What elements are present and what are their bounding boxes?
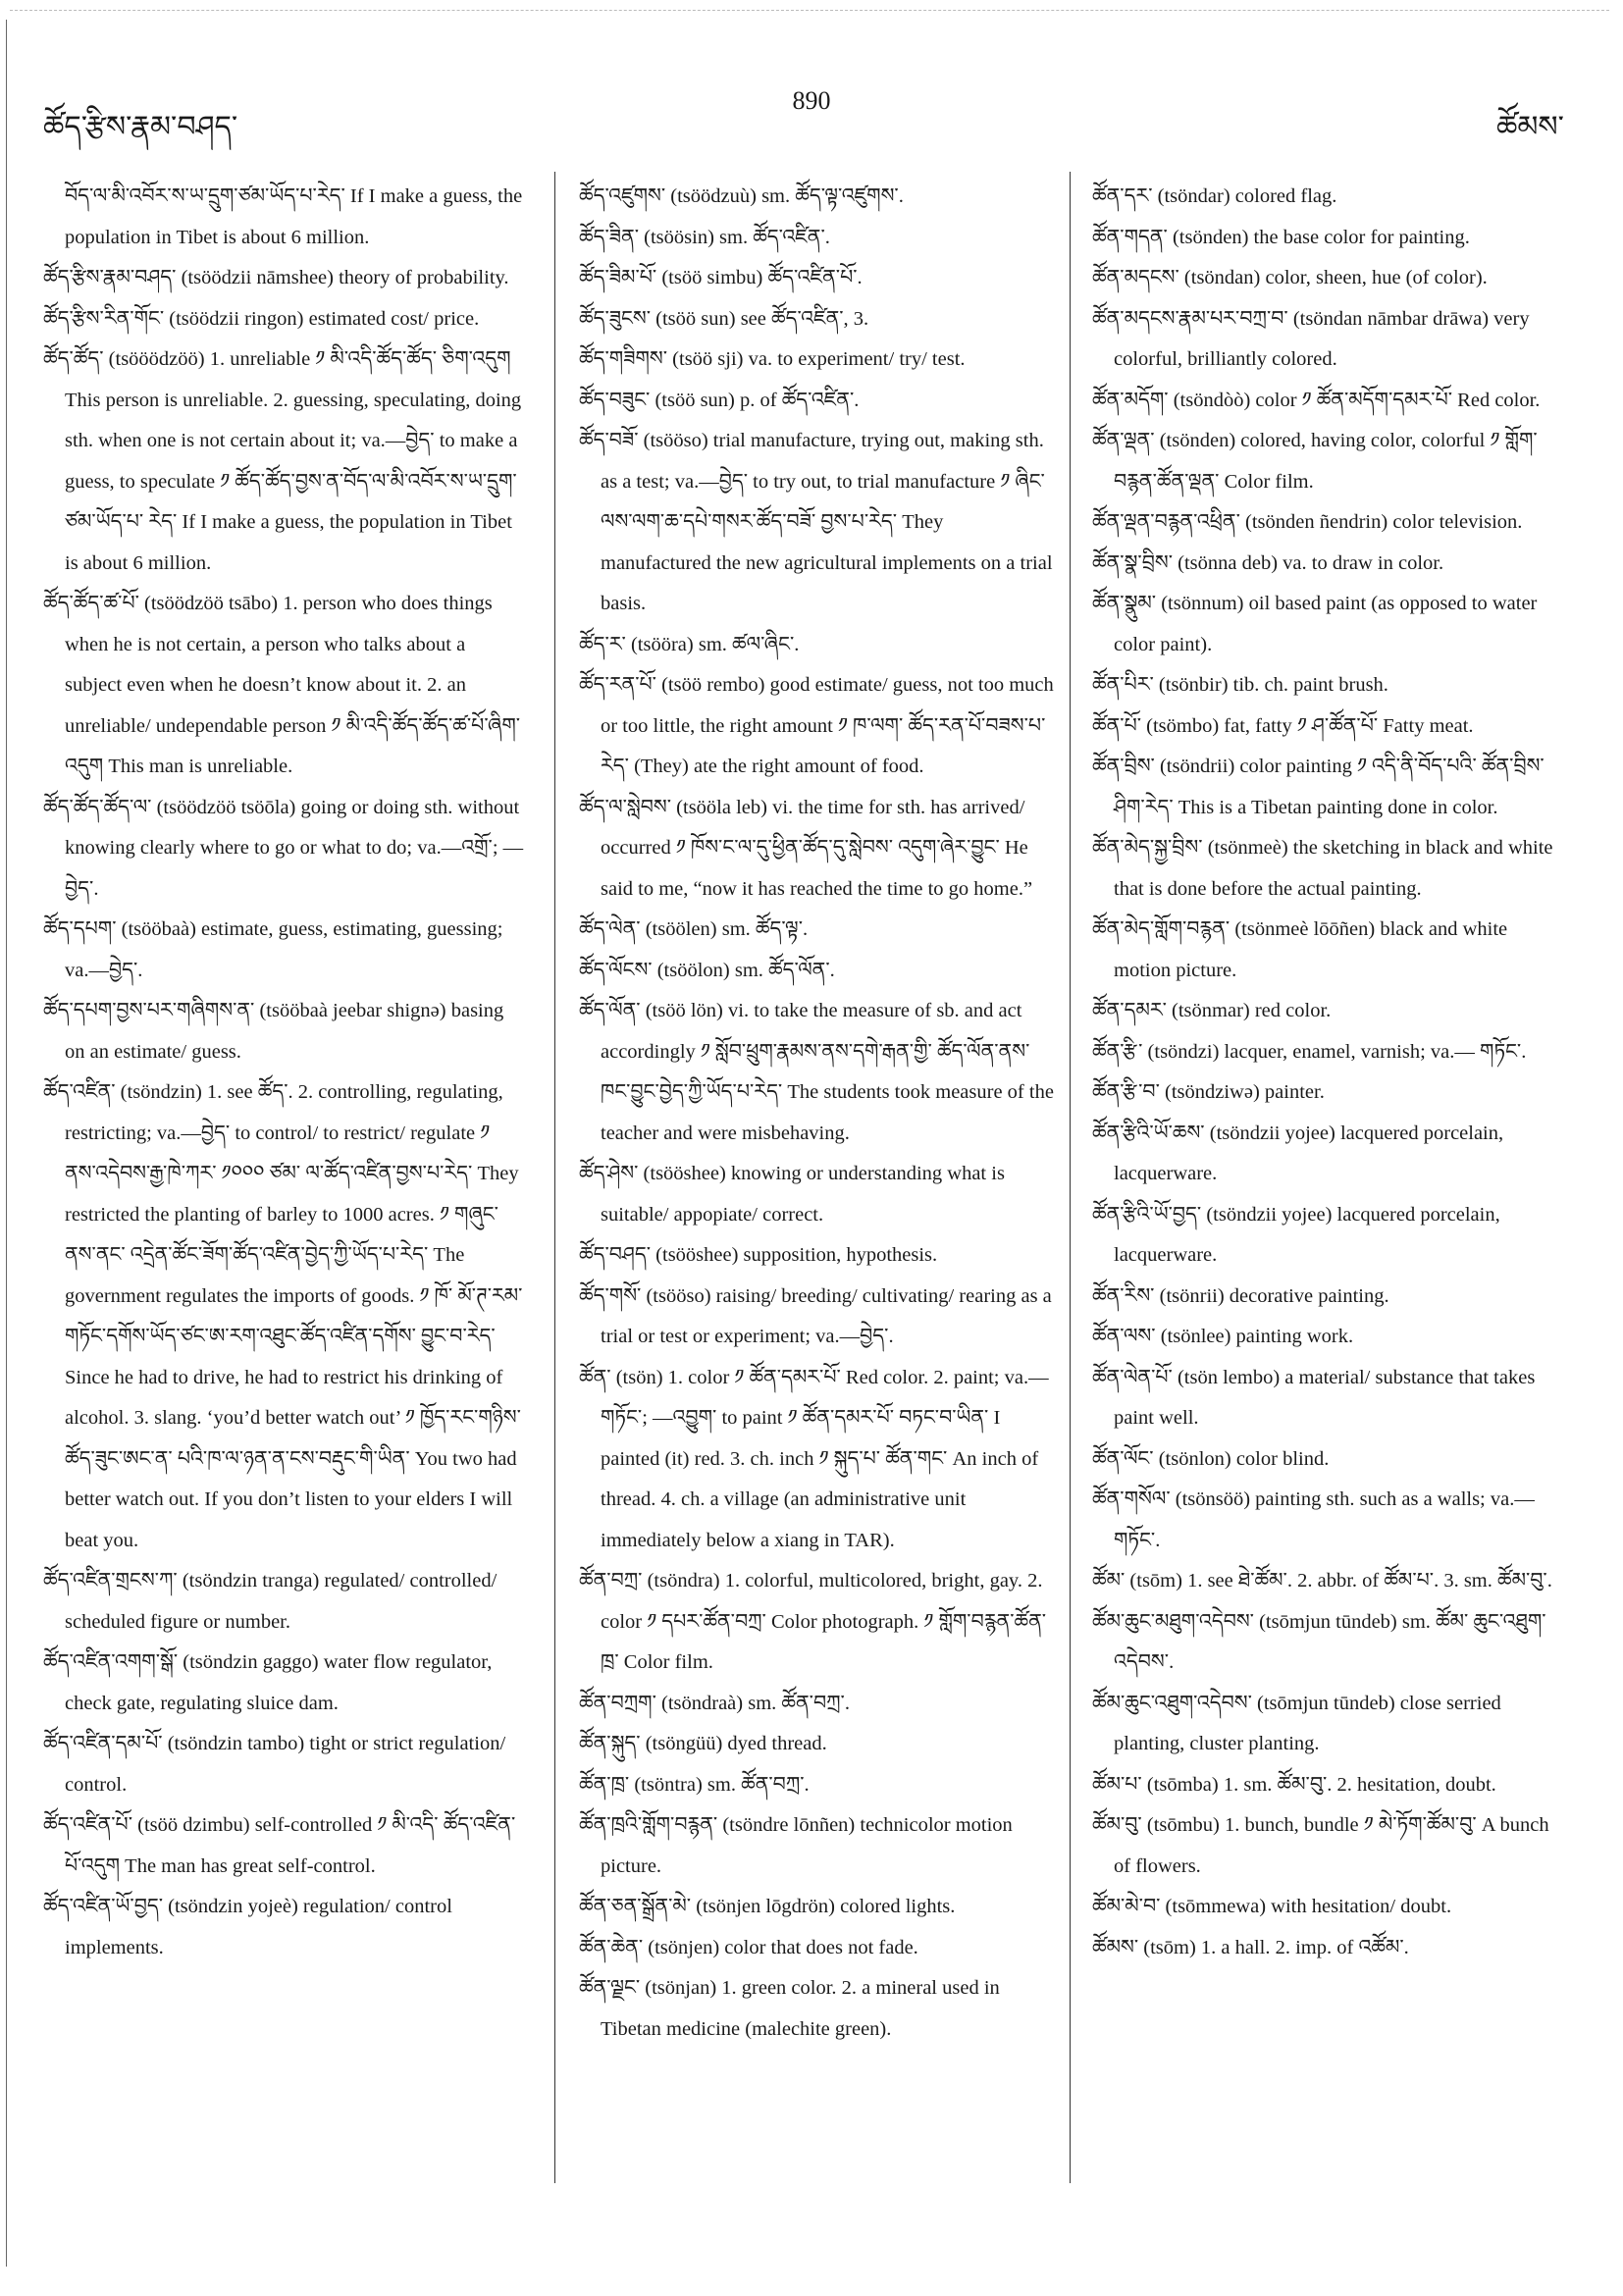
page-number: 890 bbox=[792, 86, 831, 115]
dictionary-entry: ཚོམ་ཆུང་འཐུག་འདེབས་ (tsōmjun tūndeb) close serried planting, cluster planting. bbox=[1092, 1692, 1501, 1754]
dictionary-entry: ཚོམ་མེ་བ་ (tsōmmewa) with hesitation/ doubt. bbox=[1092, 1896, 1452, 1917]
dictionary-entry: བོད་ལ་མི་འབོར་ས་ཡ་དྲུག་ཙམ་ཡོད་པ་རེད་ If I make a guess, the population in Tibet is about 6 million. bbox=[65, 185, 523, 248]
dictionary-entry: ཚོན་རིས་ (tsönrii) decorative painting. bbox=[1092, 1284, 1389, 1307]
dictionary-entry: ཚོན་ལས་ (tsönlee) painting work. bbox=[1092, 1326, 1354, 1347]
dictionary-entry: ཚོད་འཛིན་འགག་སྒོ་ (tsöndzin gaggo) water flow regulator, check gate, regulating sluice dam. bbox=[43, 1651, 493, 1714]
dictionary-entry: ཚོད་ལོངས་ (tsöölon) sm. ཚོད་ལོན་. bbox=[579, 959, 835, 981]
dictionary-entry: ཚོད་ཚོད་ཚ་པོ་ (tsöödzöö tsābo) 1. person who does things when he is not certain, a person who talks about a subject even when he doesn’t know about it. 2. an unreliable/ undependable person ༡ མི་འདི་ཚོད་ཚོད་ཚ་པོ་ཞིག་འདུག This man is unreliable. bbox=[43, 593, 521, 777]
dictionary-entry: ཚོམས་ (tsōm) 1. a hall. 2. imp. of འཚོམ་. bbox=[1092, 1936, 1409, 1958]
dictionary-entry: ཚོན་མེད་གློག་བརྙན་ (tsönmeè lōōñen) black and white motion picture. bbox=[1092, 918, 1508, 981]
dictionary-entry: ཚོན་པོ་ (tsömbo) fat, fatty ༡ ཤ་ཚོན་པོ་ Fatty meat. bbox=[1092, 714, 1474, 737]
dictionary-entry: ཚོད་རན་པོ་ (tsöö rembo) good estimate/ guess, not too much or too little, the right amount ༡ ཁ་ལག་ ཚོད་རན་པོ་བཟས་པ་རེད་ (They) ate the right amount of food. bbox=[579, 674, 1054, 777]
dictionary-entry: ཚོད་འཛུགས་ (tsöödzuù) sm. ཚོད་ལྟ་འཛུགས་. bbox=[579, 185, 904, 207]
dictionary-entry: ཚོན་དམར་ (tsönmar) red color. bbox=[1092, 1000, 1332, 1021]
page-margin-line bbox=[6, 20, 7, 2267]
dictionary-column-2 bbox=[579, 177, 1055, 2198]
dictionary-entry: ཚོན་ཅན་སྒྲོན་མེ་ (tsönjen lōgdrön) colored lights. bbox=[579, 1896, 956, 1917]
dictionary-entry: ཚོད་ཚོད་ཚོད་ལ་ (tsöödzöö tsöōla) going or doing sth. without knowing clearly where to go or what to do; va.—འགྲོ་; —བྱེད་. bbox=[43, 796, 524, 900]
dictionary-entry: ཚོན་སྣུམ་ (tsönnum) oil based paint (as opposed to water color paint). bbox=[1092, 593, 1538, 655]
dictionary-entry: ཚོན་སྐུད་ (tsöngüü) dyed thread. bbox=[579, 1733, 827, 1754]
dictionary-entry: ཚོད་རྩིས་རྣམ་བཤད་ (tsöödzii nāmshee) theory of probability. bbox=[43, 267, 509, 288]
column-divider bbox=[554, 172, 555, 2183]
dictionary-entry: ཚོད་རྩིས་རིན་གོང་ (tsöödzii ringon) estimated cost/ price. bbox=[43, 307, 480, 330]
dictionary-entry: ཚོད་དཔག་བྱས་པར་གཞིགས་ན་ (tsööbaà jeebar shignə) basing on an estimate/ guess. bbox=[43, 1000, 504, 1063]
dictionary-entry: ཚོན་ཁྲ་ (tsöntra) sm. ཚོན་བཀྲ་. bbox=[579, 1773, 810, 1796]
dictionary-entry: ཚོན་རྩི་བ་ (tsöndziwə) painter. bbox=[1092, 1081, 1325, 1103]
dictionary-entry: ཚོད་ཟིན་ (tsöösin) sm. ཚོད་འཛིན་. bbox=[579, 226, 830, 248]
dictionary-entry: ཚོད་ལ་སླེབས་ (tsööla leb) vi. the time for sth. has arrived/ occurred ༡ ཁོས་ང་ལ་དུ་ཕྱིན་ཚོད་དུ་སླེབས་ འདུག་ཞེར་བྱུང་ He said to me, “now it has reached the time to go home.” bbox=[579, 796, 1033, 900]
dictionary-entry: ཚོན་རྩིའི་ཡོ་བྱད་ (tsöndzii yojee) lacquered porcelain, lacquerware. bbox=[1092, 1203, 1500, 1266]
column-divider bbox=[1070, 172, 1071, 2183]
dictionary-entry: ཚོད་གཟིགས་ (tsöö sji) va. to experiment/ try/ test. bbox=[579, 348, 966, 370]
dictionary-entry: ཚོན་དར་ (tsöndar) colored flag. bbox=[1092, 185, 1337, 207]
dictionary-column-3 bbox=[1092, 177, 1558, 2198]
dictionary-entry: ཚོན་མདངས་རྣམ་པར་བཀྲ་བ་ (tsöndan nāmbar drāwa) very colorful, brilliantly colored. bbox=[1092, 307, 1530, 370]
running-head-right: ཚོམས་ bbox=[1496, 110, 1564, 144]
dictionary-entry: ཚོན་བྲིས་ (tsöndrii) color painting ༡ འདི་ནི་བོད་པའི་ ཚོན་བྲིས་ཤིག་རེད་ This is a Tibetan painting done in color. bbox=[1092, 756, 1544, 818]
dictionary-entry: ཚོད་འཛིན་ (tsöndzin) 1. see ཚོད་. 2. controlling, regulating, restricting; va.—བྱེད་ to control/ to restrict/ regulate ༡ ནས་འདེབས་རྒྱ་ཁེ་ཀར་ ༡༠༠༠ ཙམ་ ལ་ཚོད་འཛིན་བྱས་པ་རེད་ They restricted the planting of barley to 1000 acres. ༡ གཞུང་ནས་ནང་ འདྲེན་ཚོང་ཟོག་ཚོད་འཛིན་བྱེད་ཀྱི་ཡོད་པ་རེད་ The government regulates the imports of goods. ༡ ཁོ་ མོ་ཊ་རམ་གཏོང་དགོས་ཡོད་ཙང་ཨ་རག་འཐུང་ཚོད་འཛིན་དགོས་ བྱུང་བ་རེད་ Since he had to drive, he had to restrict his drinking of alcohol. 3. slang. ‘you’d better watch out’ ༡ ཁྱོད་རང་གཉིས་ཚོད་ཟུང་ཨང་ན་ པའི་ཁ་ལ་ཉན་ན་ངས་བརྡུང་གི་ཡིན་ You two had better watch out. If you don’t listen to your elders I will beat you. bbox=[43, 1081, 523, 1551]
dictionary-entry: ཚོན་ཆེན་ (tsönjen) color that does not fade. bbox=[579, 1936, 918, 1958]
dictionary-entry: ཚོམ་པ་ (tsōmba) 1. sm. ཚོམ་བུ་. 2. hesitation, doubt. bbox=[1092, 1773, 1496, 1796]
dictionary-entry: ཚོན་ལྗང་ (tsönjan) 1. green color. 2. a mineral used in Tibetan medicine (malechite green). bbox=[579, 1977, 1000, 2040]
dictionary-entry: ཚོན་ལེན་པོ་ (tsön lembo) a material/ substance that takes paint well. bbox=[1092, 1366, 1536, 1429]
dictionary-entry: ཚོམ་ (tsōm) 1. see ཐེ་ཚོམ་. 2. abbr. of ཚོམ་པ་. 3. sm. ཚོམ་བུ་. bbox=[1092, 1570, 1552, 1592]
dictionary-entry: ཚོན་མདངས་ (tsöndan) color, sheen, hue (of color). bbox=[1092, 267, 1488, 288]
dictionary-entry: ཚོན་མེད་སྐྱ་བྲིས་ (tsönmeè) the sketching in black and white that is done before the actual painting. bbox=[1092, 837, 1553, 900]
running-head-left: ཚོད་རྩིས་རྣམ་བཤད་ bbox=[43, 110, 238, 144]
dictionary-entry: ཚོན་ (tsön) 1. color ༡ ཚོན་དམར་པོ་ Red color. 2. paint; va.—གཏོང་; —འབྱུག་ to paint ༡ ཚོན་དམར་པོ་ བཏང་བ་ཡིན་ I painted (it) red. 3. ch. inch ༡ སྐུད་པ་ ཚོན་གང་ An inch of thread. 4. ch. a village (an administrative unit immediately below a xiang in TAR). bbox=[579, 1366, 1049, 1551]
dictionary-entry: ཚོན་ཁྲའི་གློག་བརྙན་ (tsöndre lōnñen) technicolor motion picture. bbox=[579, 1814, 1013, 1877]
dictionary-entry: ཚོད་ར་ (tsööra) sm. ཚལ་ཞིང་. bbox=[579, 633, 800, 655]
dictionary-entry: ཚོན་རྩི་ (tsöndzi) lacquer, enamel, varnish; va.— གཏོང་. bbox=[1092, 1040, 1527, 1063]
page-header bbox=[0, 0, 1623, 144]
dictionary-entry: ཚོད་ཟིམ་པོ་ (tsöö simbu) ཚོད་འཛིན་པོ་. bbox=[579, 267, 863, 288]
dictionary-entry: ཚོད་འཛིན་ཡོ་བྱད་ (tsöndzin yojeè) regulation/ control implements. bbox=[43, 1896, 452, 1958]
dictionary-entry: ཚོན་གསོལ་ (tsönsöö) painting sth. such as a walls; va.—གཏོང་. bbox=[1092, 1488, 1535, 1551]
dictionary-entry: ཚོད་ཤེས་ (tsööshee) knowing or understanding what is suitable/ appopiate/ correct. bbox=[579, 1163, 1005, 1226]
dictionary-entry: ཚོན་སྣ་བྲིས་ (tsönna deb) va. to draw in color. bbox=[1092, 551, 1444, 574]
dictionary-entry: ཚོན་ལྡན་ (tsönden) colored, having color, colorful ༡ གློག་བརྙན་ཚོན་ལྡན་ Color film. bbox=[1092, 430, 1538, 493]
dictionary-entry: ཚོམ་བུ་ (tsōmbu) 1. bunch, bundle ༡ མེ་ཏོག་ཚོམ་བུ་ A bunch of flowers. bbox=[1092, 1814, 1549, 1877]
dictionary-entry: ཚོན་བཀྲ་ (tsöndra) 1. colorful, multicolored, bright, gay. 2. color ༡ དཔར་ཚོན་བཀྲ་ Color photograph. ༡ གློག་བརྙན་ཚོན་ཁྲ་ Color film. bbox=[579, 1570, 1047, 1673]
dictionary-entry: ཚོད་འཛིན་གྲངས་ཀ་ (tsöndzin tranga) regulated/ controlled/ scheduled figure or number. bbox=[43, 1570, 497, 1633]
dictionary-entry: ཚོན་བཀྲག་ (tsöndraà) sm. ཚོན་བཀྲ་. bbox=[579, 1692, 850, 1714]
dictionary-entry: ཚོད་ཚོད་ (tsööödzöö) 1. unreliable ༡ མི་འདི་ཚོད་ཚོད་ ཅིག་འདུག This person is unreliable. 2. guessing, speculating, doing sth. when one is not certain about it; va.—བྱེད་ to make a guess, to speculate ༡ ཚོད་ཚོད་བྱས་ན་བོད་ལ་མི་འབོར་ས་ཡ་དྲུག་ཙམ་ཡོད་པ་ རེད་ If I make a guess, the population in Tibet is about 6 million. bbox=[43, 348, 522, 574]
dictionary-entry: ཚོད་འཛིན་དམ་པོ་ (tsöndzin tambo) tight or strict regulation/ control. bbox=[43, 1733, 506, 1796]
dictionary-entry: ཚོད་ལོན་ (tsöö lön) vi. to take the measure of sb. and act accordingly ༡ སློབ་ཕྲུག་རྣམས་ནས་དགེ་རྒན་གྱི་ ཚོད་ལོན་ནས་ཁང་བྱུང་བྱེད་ཀྱི་ཡོད་པ་རེད་ The students took measure of the teacher and were misbehaving. bbox=[579, 1000, 1054, 1144]
dictionary-entry: ཚོན་གདན་ (tsönden) the base color for painting. bbox=[1092, 226, 1470, 248]
dictionary-entry: ཚོད་གསོ་ (tsööso) raising/ breeding/ cultivating/ rearing as a trial or test or experiment; va.—བྱེད་. bbox=[579, 1284, 1052, 1347]
dictionary-entry: ཚོན་ལོང་ (tsönlon) color blind. bbox=[1092, 1447, 1330, 1470]
dictionary-entry: ཚོན་རྩིའི་ཡོ་ཆས་ (tsöndzii yojee) lacquered porcelain, lacquerware. bbox=[1092, 1122, 1504, 1184]
dictionary-entry: ཚོད་བཟུང་ (tsöö sun) p. of ཚོད་འཛིན་. bbox=[579, 389, 860, 411]
dictionary-entry: ཚོན་པིར་ (tsönbir) tib. ch. paint brush. bbox=[1092, 674, 1388, 696]
dictionary-entry: ཚོན་མདོག་ (tsöndòò) color ༡ ཚོན་མདོག་དམར་པོ་ Red color. bbox=[1092, 389, 1541, 411]
dictionary-entry: ཚོན་ལྡན་བརྙན་འཕྲིན་ (tsönden ñendrin) color television. bbox=[1092, 511, 1523, 533]
dictionary-entry: ཚོད་བཟོ་ (tsööso) trial manufacture, trying out, making sth. as a test; va.—བྱེད་ to try out, to trial manufacture ༡ ཞིང་ལས་ལག་ཆ་དཔེ་གསར་ཚོད་བཟོ་ བྱས་པ་རེད་ They manufactured the new agricultural implements on a trial basis. bbox=[579, 430, 1053, 614]
dictionary-column-1 bbox=[43, 177, 524, 2198]
dictionary-entry: ཚོད་འཛིན་པོ་ (tsöö dzimbu) self-controlled ༡ མི་འདི་ ཚོད་འཛིན་པོ་འདུག The man has great self-control. bbox=[43, 1814, 516, 1877]
dictionary-entry: ཚོད་བཤད་ (tsööshee) supposition, hypothesis. bbox=[579, 1244, 938, 1266]
dictionary-entry: ཚོད་ཟུངས་ (tsöö sun) see ཚོད་འཛིན་, 3. bbox=[579, 307, 869, 330]
dictionary-entry: ཚོམ་ཆུང་མཐུག་འདེབས་ (tsōmjun tūndeb) sm. ཚོམ་ ཆུང་འཐུག་འདེབས་. bbox=[1092, 1610, 1546, 1673]
dictionary-entry: ཚོད་ལེན་ (tsöölen) sm. ཚོད་ལྟ་. bbox=[579, 918, 809, 940]
dictionary-entry: ཚོད་དཔག་ (tsööbaà) estimate, guess, estimating, guessing; va.—བྱེད་. bbox=[43, 918, 503, 981]
